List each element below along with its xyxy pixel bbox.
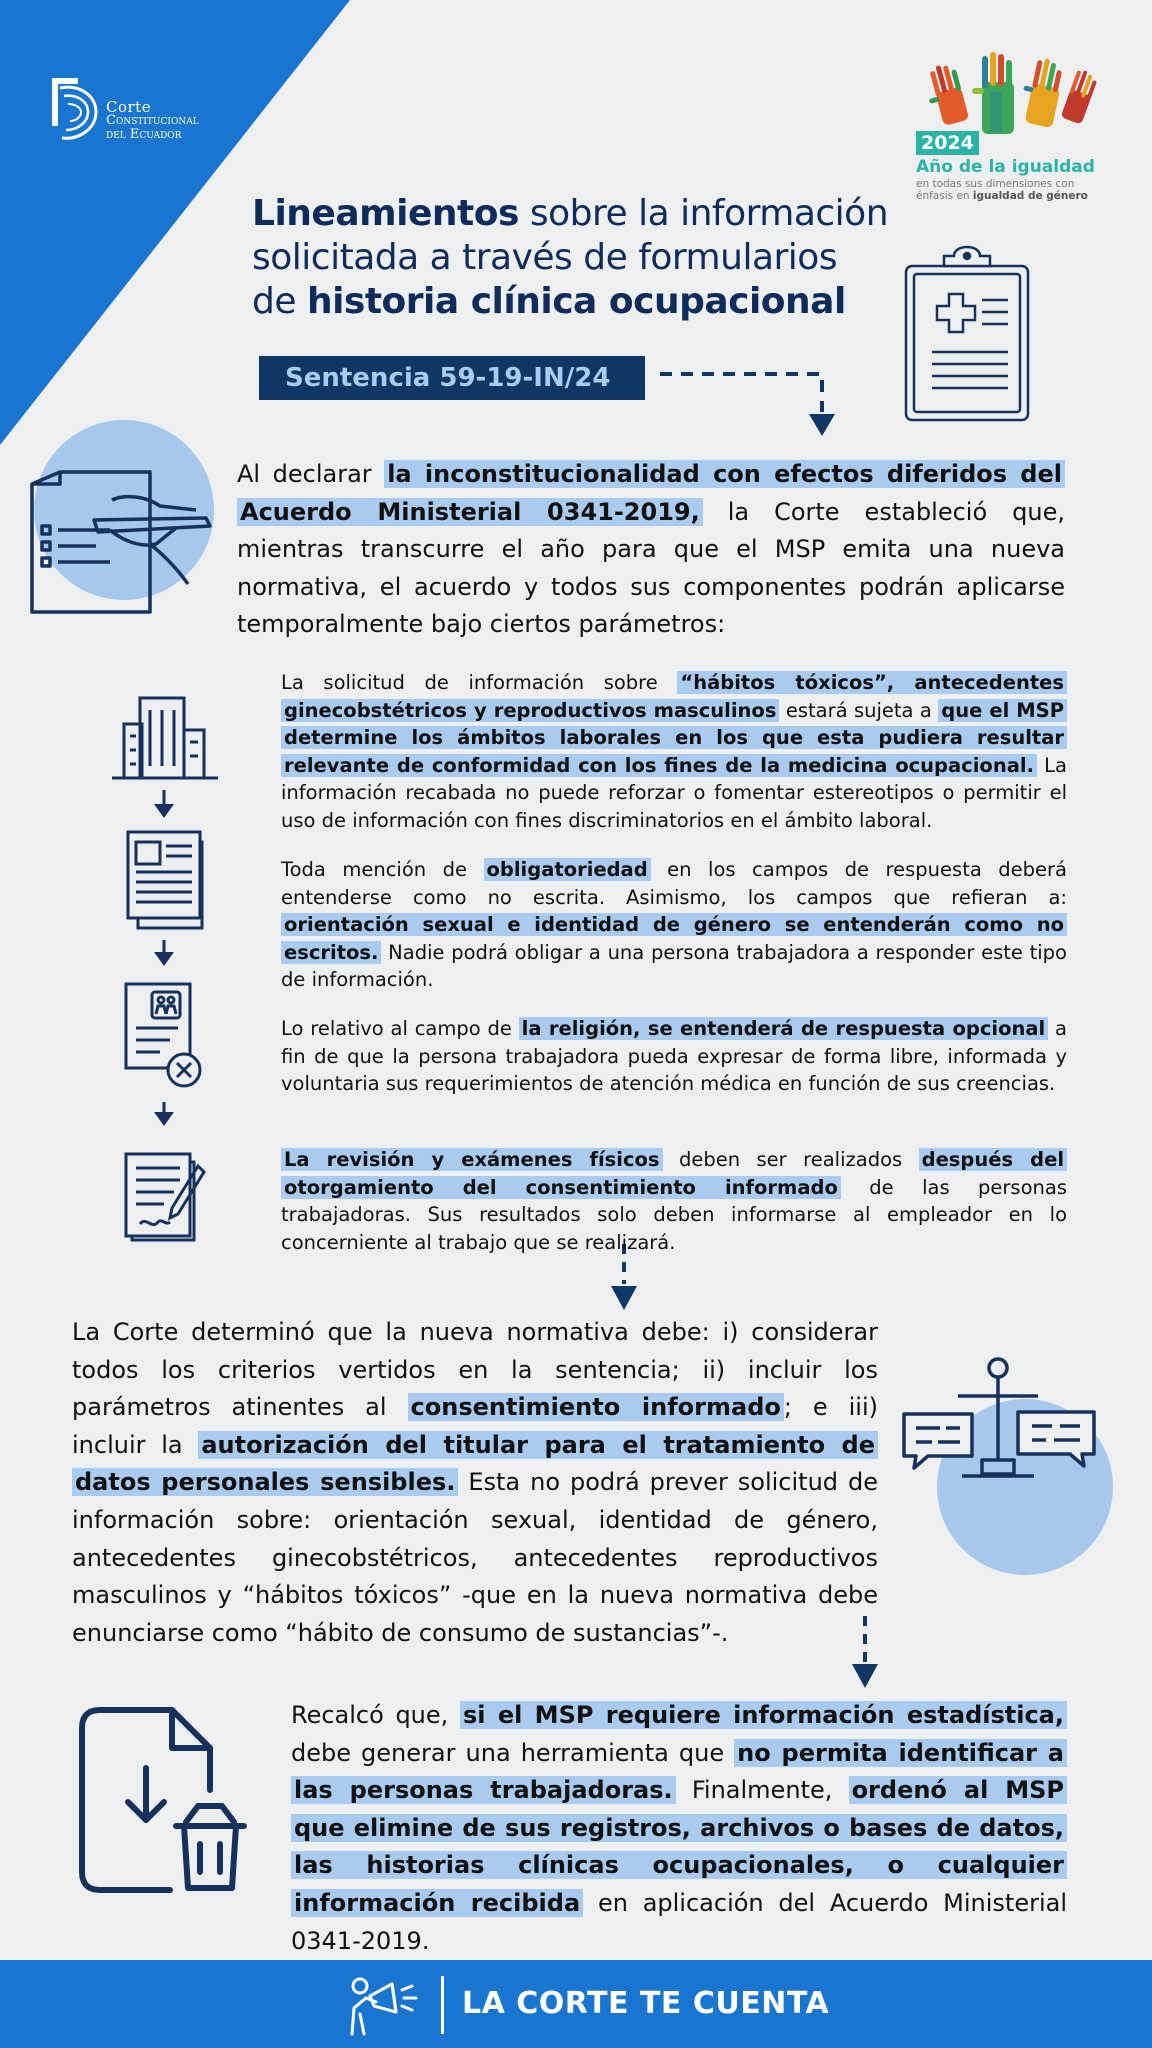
text: Al declarar bbox=[237, 460, 385, 488]
parameter-paragraph bbox=[281, 1015, 1067, 1098]
title-text: de bbox=[252, 281, 307, 322]
text: estará sujeta a bbox=[779, 698, 939, 722]
parameter-paragraph bbox=[281, 669, 1067, 835]
highlight: autorización del titular para el tratamiento de datos personales sensibles. bbox=[72, 1431, 878, 1497]
text: ; e iii) incluir la bbox=[72, 1393, 878, 1459]
parameter-paragraph bbox=[281, 856, 1067, 994]
text: la Corte estableció que, mientras transcurre el año para que el MSP emita una nueva normativa, el acuerdo y todos sus componentes podrán aplicarse temporalmente bajo ciertos parámetros: bbox=[237, 497, 1065, 638]
equality-subtitle-line bbox=[916, 190, 1088, 202]
text: La Corte determinó que la nueva normativa debe: i) considerar todos los criterios vertidos en la sentencia; ii) incluir los parámetros atinentes al bbox=[72, 1318, 878, 1422]
highlight: no permita identificar a las personas trabajadoras. bbox=[291, 1739, 1067, 1805]
highlight: orientación sexual e identidad de género se entenderán como no escritos. bbox=[281, 913, 1067, 964]
equality-title: Año de la igualdad bbox=[916, 157, 1095, 177]
text: Finalmente, bbox=[675, 1776, 849, 1805]
parameter-paragraph bbox=[281, 1146, 1067, 1256]
text: debe generar una herramienta que bbox=[291, 1738, 735, 1767]
text: La información recabada no puede reforzar o fomentar estereotipos o permitir el uso de información con fines discriminatorios en el ámbito laboral. bbox=[281, 753, 1067, 832]
equality-year-badge bbox=[912, 44, 1112, 214]
logo-line: Corte bbox=[106, 98, 152, 116]
highlight: La revisión y exámenes físicos bbox=[281, 1148, 663, 1171]
determination-paragraph bbox=[72, 1314, 878, 1652]
equality-subtitle bbox=[916, 178, 1088, 202]
megaphone-icon bbox=[346, 1972, 426, 2038]
text: La solicitud de información sobre bbox=[281, 671, 678, 694]
title-bold: historia clínica ocupacional bbox=[306, 281, 846, 322]
highlight: si el MSP requiere información estadística, bbox=[460, 1701, 1067, 1729]
text: en aplicación del Acuerdo Ministerial 0341-2019. bbox=[291, 1888, 1068, 1955]
court-logo-icon bbox=[50, 74, 100, 144]
highlight: que el MSP determine los ámbitos laborales en los que esta pudiera resultar relevante de conformidad con los fines de la medicina ocupacional. bbox=[281, 699, 1067, 777]
highlight: ordenó al MSP que elimine de sus registros, archivos o bases de datos, las historias clínicas ocupacionales, o cualquier información recibida bbox=[291, 1776, 1067, 1917]
raised-hands-icon bbox=[912, 44, 1112, 134]
equality-subtitle-bold: igualdad de género bbox=[972, 190, 1088, 202]
text: de las personas trabajadoras. Sus resultados solo deben informarse al empleador en lo concerniente al trabajo que se realizará. bbox=[281, 1175, 1067, 1254]
title-line bbox=[252, 280, 892, 324]
text: Nadie podrá obligar a una persona trabajadora a responder este tipo de información. bbox=[281, 940, 1067, 992]
equality-year: 2024 bbox=[916, 131, 979, 155]
title-bold: Lineamientos bbox=[252, 193, 519, 234]
title-line bbox=[252, 192, 892, 236]
highlight: después del otorgamiento del consentimiento informado bbox=[281, 1148, 1067, 1199]
highlight: obligatoriedad bbox=[484, 858, 651, 881]
equality-subtitle-plain: énfasis en bbox=[916, 190, 973, 202]
text: Lo relativo al campo de bbox=[281, 1017, 519, 1040]
equality-subtitle-line: en todas sus dimensiones con bbox=[916, 178, 1075, 190]
highlight: consentimiento informado bbox=[408, 1393, 784, 1421]
court-logo-text bbox=[106, 100, 199, 142]
title-text: sobre la información bbox=[518, 193, 889, 234]
logo-line: del Ecuador bbox=[106, 127, 182, 142]
footer-bar bbox=[0, 1960, 1152, 2048]
sentencia-label: Sentencia 59-19-IN/24 bbox=[259, 356, 645, 400]
text: Esta no podrá prever solicitud de información sobre: orientación sexual, identidad de género, antecedentes ginecobstétricos, antecedentes reproductivos masculinos y “hábitos tóxicos” -que en la nueva normativa debe enunciarse como “hábito de consumo de sustancias”-. bbox=[72, 1468, 878, 1647]
title-line: solicitada a través de formularios bbox=[252, 237, 838, 278]
text: Toda mención de bbox=[281, 858, 484, 881]
highlight: la inconstitucionalidad con efectos diferidos del Acuerdo Ministerial 0341-2019, bbox=[237, 460, 1065, 526]
text: en los campos de respuesta deberá entenderse como no escrita. Asimismo, los campos que refieran a: bbox=[281, 858, 1068, 909]
final-paragraph bbox=[291, 1697, 1067, 1960]
intro-paragraph bbox=[237, 456, 1065, 644]
footer-label: LA CORTE TE CUENTA bbox=[462, 1986, 830, 2021]
logo-line: Constitucional bbox=[106, 113, 199, 128]
page-title bbox=[252, 192, 892, 324]
highlight: “hábitos tóxicos”, antecedentes ginecobstétricos y reproductivos masculinos bbox=[281, 671, 1067, 722]
highlight: la religión, se entenderá de respuesta opcional bbox=[519, 1017, 1049, 1040]
footer-separator bbox=[441, 1976, 444, 2034]
text: deben ser realizados bbox=[662, 1148, 919, 1171]
court-logo bbox=[50, 74, 250, 154]
text: a fin de que la persona trabajadora pueda expresar de forma libre, informada y voluntaria sus requerimientos de atención médica en función de sus creencias. bbox=[281, 1017, 1068, 1096]
text: Recalcó que, bbox=[291, 1701, 460, 1729]
